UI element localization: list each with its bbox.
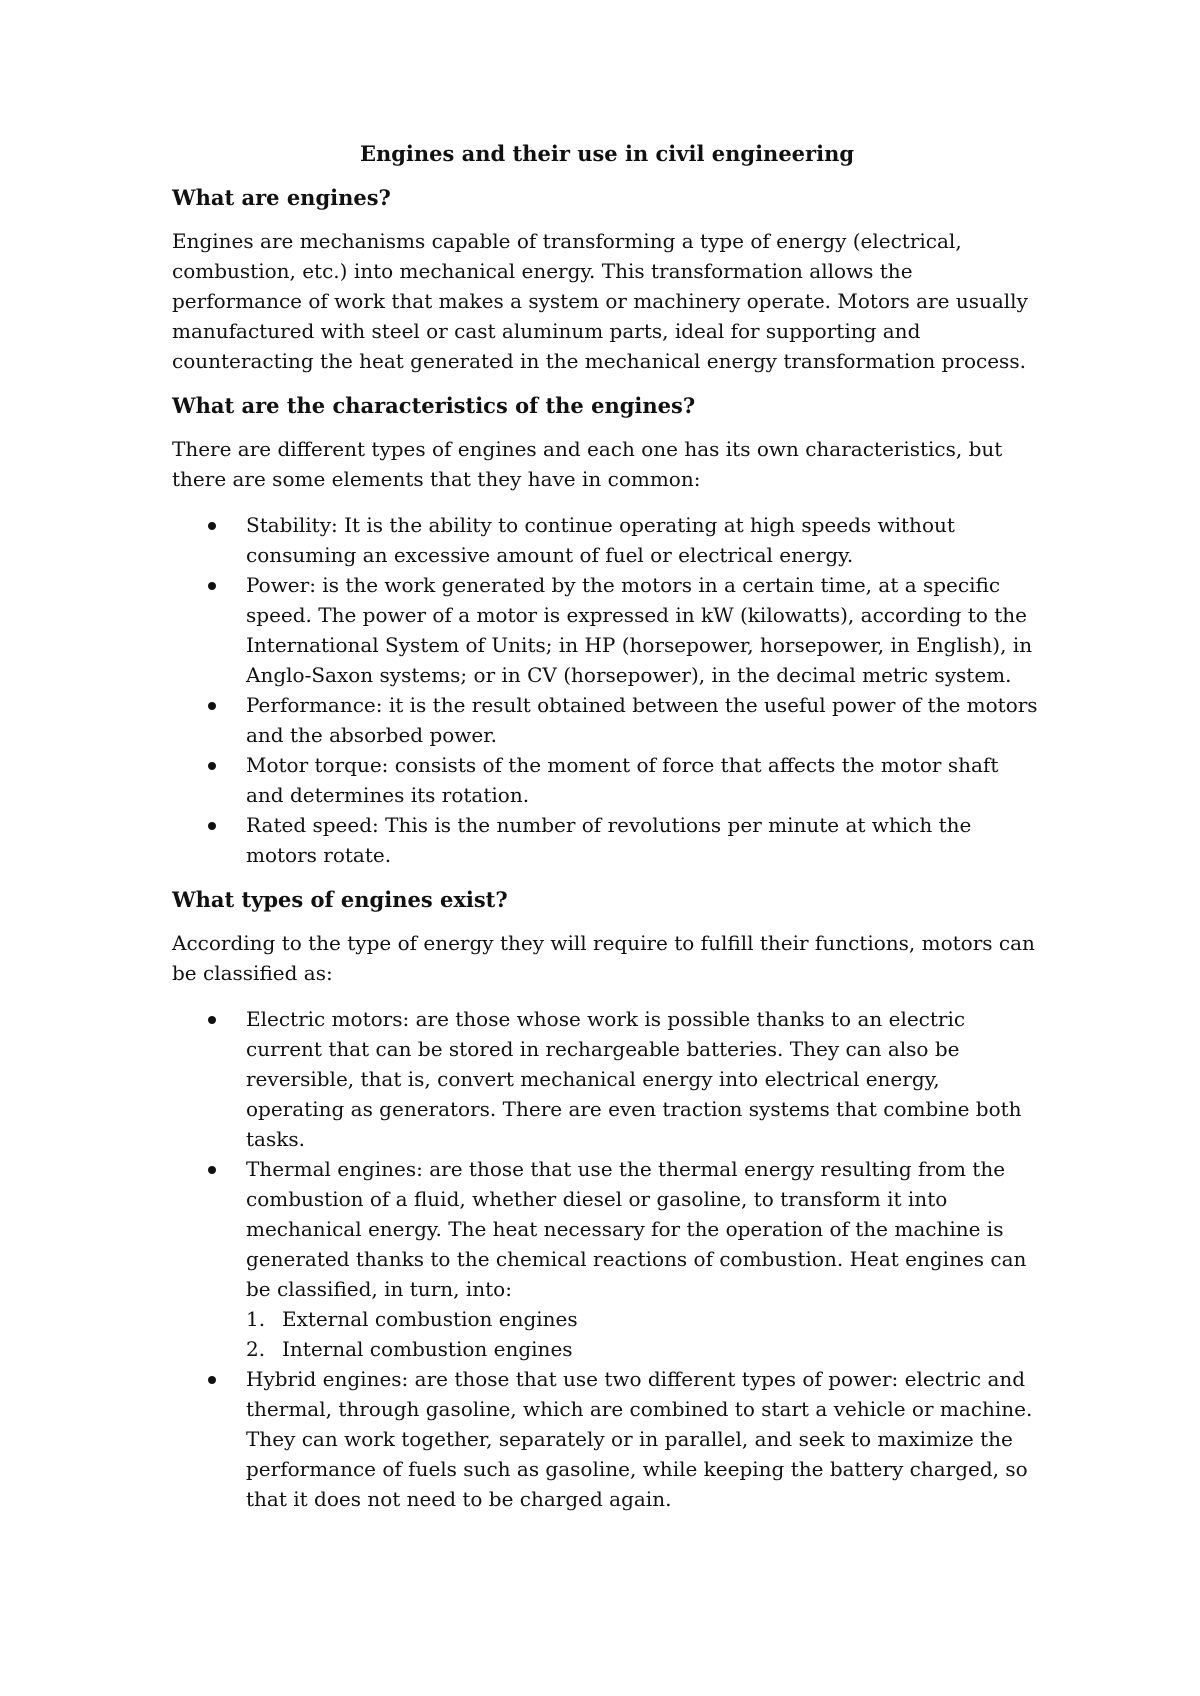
sublist-text: External combustion engines: [282, 1307, 578, 1331]
sublist-number: 1.: [246, 1307, 266, 1331]
list-item-stability: [172, 510, 1042, 570]
list-item-electric-motors: [172, 1004, 1042, 1154]
list-item-text: Performance: it is the result obtained between the useful power of the motors and the absorbed power.: [246, 693, 1038, 747]
list-item-hybrid-engines: [172, 1364, 1042, 1514]
bullet-icon: [208, 522, 216, 530]
list-item-thermal-engines: [172, 1154, 1042, 1364]
list-item-motor-torque: [172, 750, 1042, 810]
section-heading-characteristics: What are the characteristics of the engines?: [172, 393, 696, 418]
list-item-performance: [172, 690, 1042, 750]
list-item-text: Hybrid engines: are those that use two different types of power: electric and thermal, through gasoline, which are combined to start a vehicle or machine. They can work together, separately or in parallel, and seek to maximize the performance of fuels such as gasoline, while keeping the battery charged, so that it does not need to be charged again.: [246, 1367, 1033, 1511]
heat-engine-subtypes-list: [246, 1304, 1042, 1364]
document-page: [172, 140, 1042, 1530]
paragraph-characteristics-intro: There are different types of engines and each one has its own characteristics, but there are some elements that they have in common:: [172, 437, 1003, 491]
section-heading-types: What types of engines exist?: [172, 887, 508, 912]
list-item-rated-speed: [172, 810, 1042, 870]
bullet-icon: [208, 762, 216, 770]
document-title: Engines and their use in civil engineering: [359, 141, 855, 166]
bullet-icon: [208, 582, 216, 590]
sublist-item-internal: [246, 1334, 1042, 1364]
list-item-text: Power: is the work generated by the motors in a certain time, at a specific speed. The power of a motor is expressed in kW (kilowatts), according to the International System of Units; in HP (horsepower, horsepower, in English), in Anglo-Saxon systems; or in CV (horsepower), in the decimal metric system.: [246, 573, 1033, 687]
list-item-text: Motor torque: consists of the moment of force that affects the motor shaft and determines its rotation.: [246, 753, 999, 807]
bullet-icon: [208, 1016, 216, 1024]
bullet-icon: [208, 822, 216, 830]
paragraph-engines-definition: Engines are mechanisms capable of transforming a type of energy (electrical, combustion, etc.) into mechanical energy. This transformation allows the performance of work that makes a system or machinery operate. Motors are usually manufactured with steel or cast aluminum parts, ideal for supporting and counteracting the heat generated in the mechanical energy transformation process.: [172, 229, 1028, 373]
characteristics-list: [172, 510, 1042, 870]
bullet-icon: [208, 1376, 216, 1384]
sublist-item-external: [246, 1304, 1042, 1334]
sublist-text: Internal combustion engines: [282, 1337, 573, 1361]
list-item-text: Thermal engines: are those that use the thermal energy resulting from the combustion of a fluid, whether diesel or gasoline, to transform it into mechanical energy. The heat necessary for the operation of the machine is generated thanks to the chemical reactions of combustion. Heat engines can be classified, in turn, into:: [246, 1157, 1027, 1301]
list-item-text: Stability: It is the ability to continue operating at high speeds without consuming an excessive amount of fuel or electrical energy.: [246, 513, 955, 567]
list-item-power: [172, 570, 1042, 690]
sublist-number: 2.: [246, 1337, 266, 1361]
bullet-icon: [208, 1166, 216, 1174]
bullet-icon: [208, 702, 216, 710]
paragraph-types-intro: According to the type of energy they will require to fulfill their functions, motors can be classified as:: [172, 931, 1035, 985]
list-item-text: Electric motors: are those whose work is possible thanks to an electric current that can be stored in rechargeable batteries. They can also be reversible, that is, convert mechanical energy into electrical energy, operating as generators. There are even traction systems that combine both tasks.: [246, 1007, 1022, 1151]
section-heading-what-are-engines: What are engines?: [172, 185, 391, 210]
list-item-text: Rated speed: This is the number of revolutions per minute at which the motors rotate.: [246, 813, 972, 867]
engine-types-list: [172, 1004, 1042, 1514]
